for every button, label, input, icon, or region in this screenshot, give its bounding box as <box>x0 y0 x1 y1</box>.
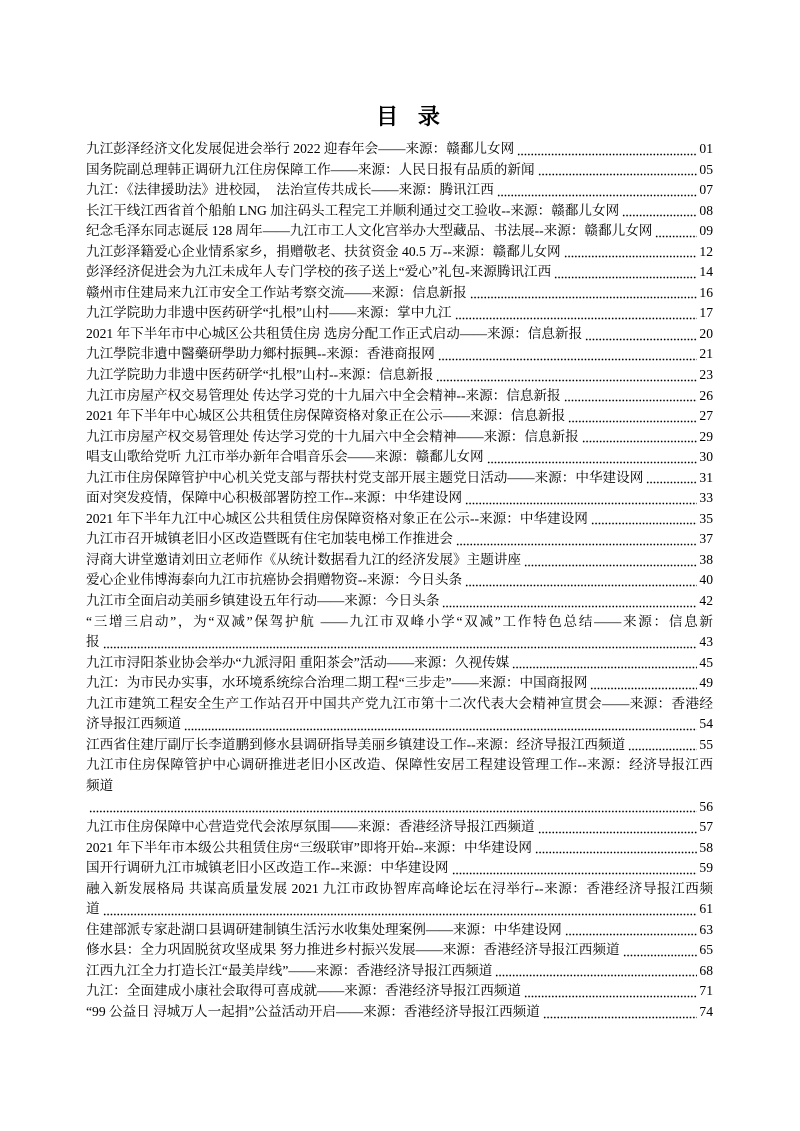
toc-entry-title: 九江彭泽经济文化发展促进会举行 2022 迎春年会——来源：赣鄱儿女网 <box>86 141 515 156</box>
toc-entry <box>86 735 713 756</box>
toc-entry-line <box>86 488 713 509</box>
toc-entry-title: 修水县：全力巩固脱贫攻坚成果 努力推进乡村振兴发展——来源：香港经济导报江西频道 <box>86 942 620 958</box>
toc-entry-line <box>86 509 713 530</box>
dot-leader <box>103 632 698 653</box>
toc-entry-page-number: 23 <box>699 367 713 383</box>
toc-entry-title: 2021 年下半年市中心城区公共租赁住房 选房分配工作正式启动——来源：信息新报 <box>86 325 583 341</box>
dot-leader <box>436 365 697 386</box>
toc-entry-page-number: 42 <box>699 593 713 609</box>
toc-entry-title: 九江學院非遺中醫藥研學助力鄉村振興--来源：香港商报网 <box>86 346 435 362</box>
toc-entry-page-number: 40 <box>699 572 713 588</box>
toc-entry <box>86 673 713 694</box>
dot-leader <box>622 201 697 222</box>
toc-entry-page-number: 65 <box>699 942 713 958</box>
dot-leader <box>512 653 697 674</box>
dot-leader <box>497 180 698 201</box>
toc-entry-title: 九江彭泽籍爱心企业情系家乡，捐赠敬老、扶贫资金 40.5 万--来源：赣鄱儿女网 <box>86 243 561 259</box>
toc-entry-page-number: 38 <box>699 551 713 567</box>
dot-leader <box>538 160 698 181</box>
toc-entry <box>86 303 713 324</box>
toc-entry <box>86 1002 713 1023</box>
dot-leader <box>585 324 697 345</box>
dot-leader <box>590 673 697 694</box>
toc-entry-page-number: 31 <box>699 469 713 485</box>
dot-leader <box>89 797 697 818</box>
dot-leader <box>538 817 698 838</box>
toc-entry <box>86 406 713 427</box>
toc-list <box>86 139 713 1023</box>
toc-entry-page-number: 33 <box>699 490 713 506</box>
toc-entry-title: 九江学院助力非遗中医药研学“扎根”山村--来源：信息新报 <box>86 367 434 383</box>
toc-entry-page-number: 63 <box>699 921 713 937</box>
toc-entry-title: 九江市房屋产权交易管理处 传达学习党的十九届六中全会精神——来源：信息新报 <box>86 428 579 444</box>
toc-entry-page-number: 56 <box>699 798 713 814</box>
toc-entry <box>86 180 713 201</box>
dot-leader <box>452 858 698 879</box>
toc-entry-page-number: 43 <box>699 634 713 650</box>
dot-leader <box>655 221 697 242</box>
toc-entry-page-number: 58 <box>699 839 713 855</box>
toc-entry-line <box>86 735 713 756</box>
dot-leader <box>438 344 698 365</box>
toc-entry-page-number: 45 <box>699 654 713 670</box>
toc-entry-line <box>86 776 713 797</box>
toc-entry-page-number: 54 <box>699 716 713 732</box>
toc-entry-title: 彭泽经济促进会为九江未成年人专门学校的孩子送上“爱心”礼包-来源腾讯江西 <box>86 264 552 280</box>
dot-leader <box>565 920 698 941</box>
toc-entry <box>86 879 713 920</box>
toc-entry-title: 九江：《法律援助法》进校园， 法治宣传共成长——来源：腾讯江西 <box>86 182 494 198</box>
toc-entry-page-number: 27 <box>699 408 713 424</box>
toc-entry <box>86 529 713 550</box>
toc-entry-page-number: 09 <box>699 223 713 239</box>
toc-entry-line <box>86 961 713 982</box>
dot-leader <box>646 468 697 489</box>
toc-entry-page-number: 08 <box>699 202 713 218</box>
toc-entry-title: 道 <box>86 901 100 917</box>
toc-entry-line <box>86 283 713 304</box>
toc-entry <box>86 468 713 489</box>
toc-entry <box>86 201 713 222</box>
toc-entry <box>86 838 713 859</box>
toc-entry <box>86 755 713 817</box>
toc-entry <box>86 653 713 674</box>
toc-entry-line <box>86 797 713 818</box>
toc-entry-page-number: 07 <box>699 182 713 198</box>
toc-entry-title: 长江干线江西省首个船舶 LNG 加注码头工程完工并顺利通过交工验收--来源：赣鄱儿女网 <box>86 202 620 218</box>
toc-entry-title: 频道 <box>86 777 114 793</box>
toc-entry-line <box>86 858 713 879</box>
toc-entry <box>86 242 713 263</box>
toc-entry-page-number: 37 <box>699 531 713 547</box>
toc-entry <box>86 550 713 571</box>
toc-entry-line <box>86 406 713 427</box>
toc-entry-title: 2021 年下半年中心城区公共租赁住房保障资格对象正在公示——来源：信息新报 <box>86 408 566 424</box>
toc-entry-title: 江西九江全力打造长江“最美岸线”——来源：香港经济导报江西频道 <box>86 962 493 978</box>
toc-entry-page-number: 16 <box>699 284 713 300</box>
toc-entry-line <box>86 920 713 941</box>
dot-leader <box>568 406 697 427</box>
dot-leader <box>456 529 697 550</box>
dot-leader <box>623 940 698 961</box>
toc-entry <box>86 817 713 838</box>
toc-entry-title: 报 <box>86 634 100 650</box>
toc-entry-line <box>86 653 713 674</box>
dot-leader <box>470 283 698 304</box>
dot-leader <box>554 262 697 283</box>
toc-entry-line <box>86 632 713 653</box>
dot-leader <box>564 386 698 407</box>
dot-leader <box>524 550 697 571</box>
dot-leader <box>103 899 698 920</box>
toc-entry-line <box>86 899 713 920</box>
toc-entry-line <box>86 612 713 633</box>
toc-entry-title: 纪念毛泽东同志诞辰 128 周年——九江市工人文化宫举办大型藏品、书法展--来源：赣鄱儿女网 <box>86 223 653 239</box>
toc-entry-line <box>86 570 713 591</box>
toc-entry-title: 九江：全面建成小康社会取得可喜成就——来源：香港经济导报江西频道 <box>86 983 521 999</box>
toc-entry <box>86 160 713 181</box>
toc-entry-line <box>86 201 713 222</box>
toc-entry-page-number: 26 <box>699 387 713 403</box>
toc-entry-line <box>86 714 713 735</box>
dot-leader <box>487 447 698 468</box>
toc-entry-title: 2021 年下半年市本级公共租赁住房“三级联审”即将开始--来源：中华建设网 <box>86 839 532 855</box>
dot-leader <box>465 570 697 591</box>
toc-entry-title: 赣州市住建局来九江市安全工作站考察交流——来源：信息新报 <box>86 284 467 300</box>
toc-entry-title: 九江市房屋产权交易管理处 传达学习党的十九届六中全会精神--来源：信息新报 <box>86 387 561 403</box>
dot-leader <box>628 735 697 756</box>
toc-entry-title: 浔商大讲堂邀请刘田立老师作《从统计数据看九江的经济发展》主题讲座 <box>86 551 521 567</box>
toc-entry <box>86 591 713 612</box>
toc-entry-line <box>86 180 713 201</box>
toc-entry-line <box>86 447 713 468</box>
dot-leader <box>184 714 697 735</box>
toc-entry-title: 国开行调研九江市城镇老旧小区改造工作--来源：中华建设网 <box>86 860 449 876</box>
toc-entry <box>86 139 713 160</box>
toc-entry <box>86 961 713 982</box>
toc-entry-page-number: 20 <box>699 325 713 341</box>
toc-entry-title: “99 公益日 浔城万人一起捐”公益活动开启——来源：香港经济导报江西频道 <box>86 1003 540 1019</box>
toc-entry-page-number: 17 <box>699 305 713 321</box>
toc-entry <box>86 365 713 386</box>
toc-entry-page-number: 01 <box>699 141 713 156</box>
toc-entry-line <box>86 694 713 715</box>
toc-entry-line <box>86 324 713 345</box>
toc-entry-line <box>86 139 713 160</box>
toc-entry-line <box>86 755 713 776</box>
dot-leader <box>495 961 697 982</box>
toc-entry-title: 九江市住房保障中心营造党代会浓厚氛围——来源：香港经济导报江西频道 <box>86 819 535 835</box>
toc-entry-line <box>86 427 713 448</box>
toc-entry-line <box>86 262 713 283</box>
toc-entry-title: 唱支山歌给党听 九江市举办新年合唱音乐会——来源：赣鄱儿女网 <box>86 449 484 465</box>
toc-entry-line <box>86 591 713 612</box>
toc-entry-page-number: 29 <box>699 428 713 444</box>
toc-entry-line <box>86 879 713 900</box>
toc-entry-line <box>86 1002 713 1023</box>
toc-entry-line <box>86 529 713 550</box>
toc-entry <box>86 940 713 961</box>
dot-leader <box>591 509 698 530</box>
toc-entry-line <box>86 981 713 1002</box>
toc-entry-line <box>86 550 713 571</box>
toc-entry-line <box>86 838 713 859</box>
dot-leader <box>582 427 698 448</box>
toc-entry-line <box>86 242 713 263</box>
toc-entry-title: 住建部派专家赴湖口县调研建制镇生活污水收集处理案例——来源：中华建设网 <box>86 921 562 937</box>
toc-entry-line <box>86 673 713 694</box>
toc-heading: 目 录 <box>376 105 440 130</box>
toc-entry-page-number: 59 <box>699 860 713 876</box>
toc-entry-page-number: 71 <box>699 983 713 999</box>
toc-entry <box>86 488 713 509</box>
toc-entry <box>86 612 713 653</box>
toc-entry-title: 九江市召开城镇老旧小区改造暨既有住宅加装电梯工作推进会 <box>86 531 454 547</box>
toc-entry-page-number: 21 <box>699 346 713 362</box>
toc-entry-line <box>86 365 713 386</box>
toc-entry-line <box>86 468 713 489</box>
toc-entry-page-number: 49 <box>699 675 713 691</box>
toc-entry <box>86 447 713 468</box>
toc-entry-page-number: 35 <box>699 510 713 526</box>
dot-leader <box>524 981 697 1002</box>
toc-entry-page-number: 61 <box>699 901 713 917</box>
toc-entry-title: 爱心企业伟博海泰向九江市抗癌协会捐赠物资--来源：今日头条 <box>86 572 463 588</box>
toc-entry-title: “三增三启动”，为“双减”保驾护航 ——九江市双峰小学“双减”工作特色总结——来源：信息新 <box>86 613 713 629</box>
toc-entry-title: 九江市建筑工程安全生产工作站召开中国共产党九江市第十二次代表大会精神宣贯会——来源：香港经 <box>86 695 713 711</box>
dot-leader <box>465 488 697 509</box>
toc-entry-title: 九江市浔阳茶业协会举办“九派浔阳 重阳茶会”活动——来源：久视传媒 <box>86 654 510 670</box>
toc-entry-title: 九江：为市民办实事，水环境系统综合治理二期工程“三步走”——来源：中国商报网 <box>86 675 588 691</box>
toc-entry-page-number: 55 <box>699 736 713 752</box>
toc-entry-page-number: 57 <box>699 819 713 835</box>
toc-entry-title: 2021 年下半年九江中心城区公共租赁住房保障资格对象正在公示--来源：中华建设网 <box>86 510 588 526</box>
toc-entry-title: 九江市全面启动美丽乡镇建设五年行动——来源：今日头条 <box>86 593 440 609</box>
toc-entry-title: 九江市住房保障管护中心机关党支部与帮扶村党支部开展主题党日活动——来源：中华建设网 <box>86 469 644 485</box>
dot-leader <box>564 242 698 263</box>
toc-entry <box>86 283 713 304</box>
toc-entry <box>86 344 713 365</box>
toc-entry-line <box>86 344 713 365</box>
dot-leader <box>535 838 697 859</box>
toc-entry-page-number: 74 <box>699 1003 713 1019</box>
toc-entry <box>86 694 713 735</box>
toc-entry-title: 国务院副总理韩正调研九江住房保障工作——来源：人民日报有品质的新闻 <box>86 161 535 177</box>
toc-entry-page-number: 05 <box>699 161 713 177</box>
toc-entry-title: 九江市住房保障管护中心调研推进老旧小区改造、保障性安居工程建设管理工作--来源：经济导报江西 <box>86 757 713 773</box>
toc-entry <box>86 981 713 1002</box>
toc-entry-line <box>86 817 713 838</box>
toc-entry-title: 九江学院助力非遗中医药研学“扎根”山村——来源：掌中九江 <box>86 305 452 321</box>
dot-leader <box>442 591 697 612</box>
toc-entry <box>86 509 713 530</box>
toc-entry <box>86 386 713 407</box>
toc-entry-title: 面对突发疫情，保障中心积极部署防控工作--来源：中华建设网 <box>86 490 463 506</box>
toc-entry-title: 融入新发展格局 共谋高质量发展 2021 九江市政协智库高峰论坛在浔举行--来源：香港经济导报江西频 <box>86 880 713 896</box>
toc-entry-page-number: 14 <box>699 264 713 280</box>
toc-entry <box>86 427 713 448</box>
toc-entry-page-number: 30 <box>699 449 713 465</box>
toc-entry <box>86 221 713 242</box>
toc-entry <box>86 920 713 941</box>
dot-leader <box>517 139 697 160</box>
toc-entry-title: 江西省住建厅副厅长李道鹏到修水县调研指导美丽乡镇建设工作--来源：经济导报江西频道 <box>86 736 626 752</box>
toc-entry-line <box>86 160 713 181</box>
toc-entry-title: 济导报江西频道 <box>86 716 182 732</box>
toc-entry <box>86 324 713 345</box>
toc-entry-line <box>86 221 713 242</box>
dot-leader <box>455 303 698 324</box>
toc-entry-page-number: 12 <box>699 243 713 259</box>
toc-entry <box>86 858 713 879</box>
toc-entry-line <box>86 940 713 961</box>
toc-entry <box>86 570 713 591</box>
toc-entry-line <box>86 303 713 324</box>
toc-entry <box>86 262 713 283</box>
dot-leader <box>543 1002 698 1023</box>
toc-entry-line <box>86 386 713 407</box>
toc-entry-page-number: 68 <box>699 962 713 978</box>
